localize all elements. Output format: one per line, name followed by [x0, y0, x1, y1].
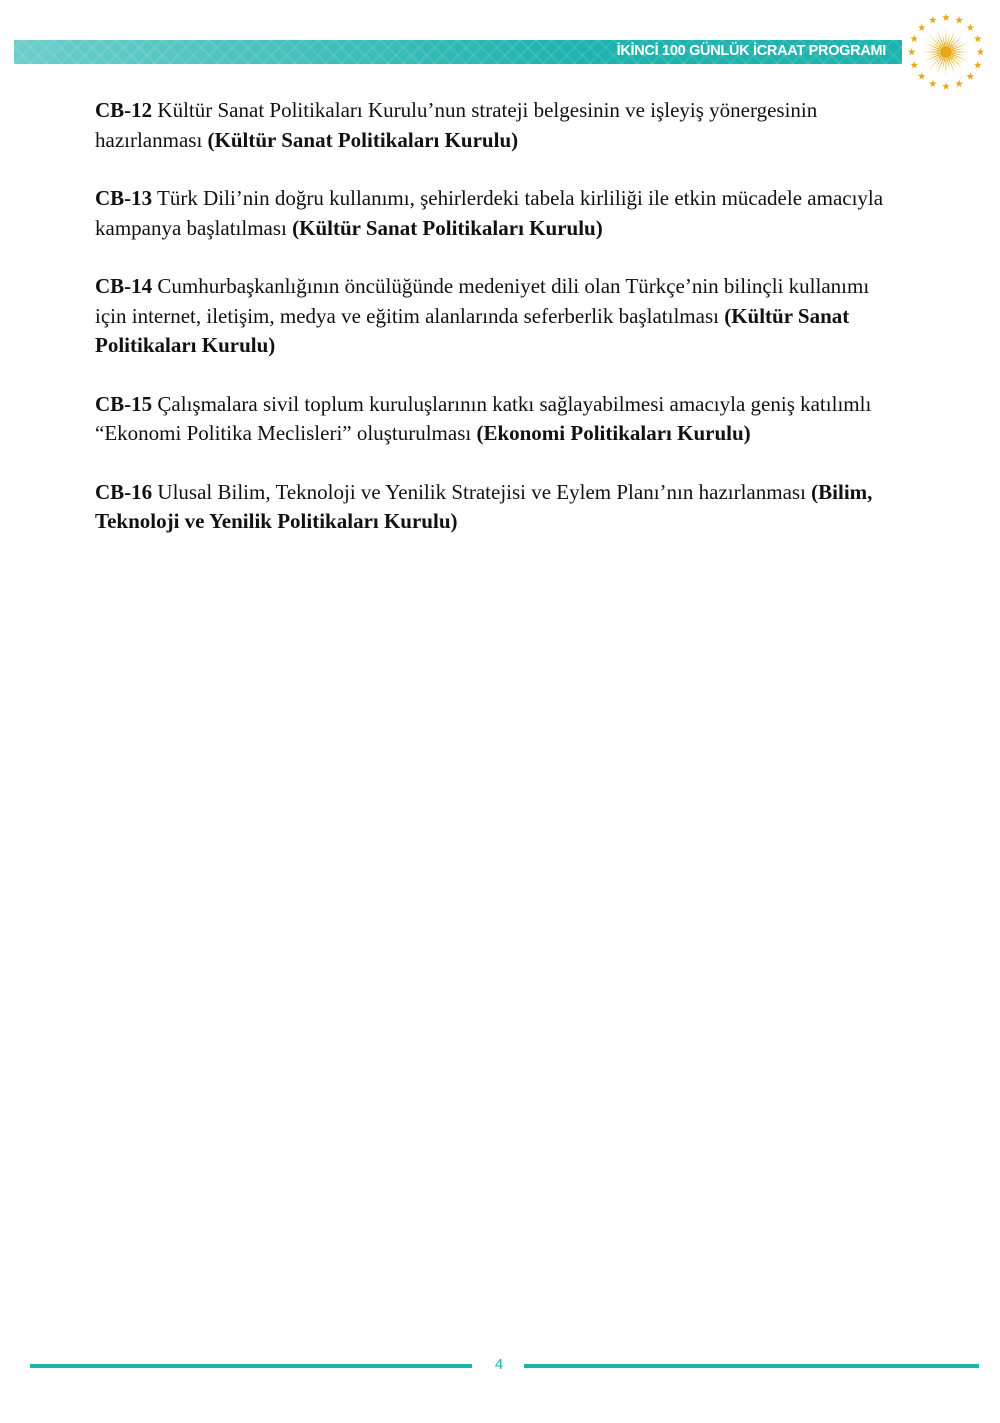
seal-star-icon	[955, 80, 963, 87]
seal-star-icon	[942, 14, 950, 21]
seal-sun-ray-icon	[945, 28, 946, 46]
seal-star-icon	[955, 16, 963, 23]
item-code: CB-15	[95, 391, 153, 416]
header-band	[14, 40, 902, 64]
item-text: Kültür Sanat Politikaları Kurulu’nun strateji belgesinin ve işleyiş yönergesinin hazırlanması	[95, 98, 818, 152]
seal-sun-ray-icon	[945, 58, 946, 76]
item-responsible: (Kültür Sanat Politikaları Kurulu)	[292, 215, 603, 240]
seal-sun-ray-icon	[922, 51, 940, 52]
item-code: CB-14	[95, 274, 153, 298]
item-responsible: (Kültür Sanat Politikaları Kurulu)	[207, 127, 519, 152]
seal-star-icon	[908, 48, 916, 55]
footer-rule-left	[30, 1364, 472, 1368]
item-code: CB-13	[95, 186, 153, 210]
seal-star-icon	[918, 24, 926, 31]
item-responsible: (Ekonomi Politikaları Kurulu)	[476, 421, 751, 445]
seal-star-icon	[910, 35, 918, 42]
item-responsible: (Kültür Sanat Politikaları Kurulu)	[95, 303, 850, 357]
seal-star-icon	[977, 48, 985, 55]
seal-star-icon	[942, 82, 950, 89]
action-item-cb-14	[95, 272, 895, 361]
action-item-cb-16	[95, 478, 895, 537]
action-item-cb-13	[95, 184, 895, 243]
seal-star-icon	[910, 61, 918, 68]
seal-sun-ray-icon	[952, 51, 970, 52]
seal-star-icon	[929, 16, 937, 23]
header-title: İKİNCİ 100 GÜNLÜK İCRAAT PROGRAMI	[616, 43, 886, 59]
footer-rule-right	[524, 1364, 979, 1368]
seal-star-icon	[974, 61, 982, 68]
seal-star-icon	[967, 24, 975, 31]
item-text: Cumhurbaşkanlığının öncülüğünde medeniyet dili olan Türkçe’nin bilinçli kullanımı için internet, iletişim, medya ve eğitim alanlarında seferberlik başlatılması	[95, 274, 870, 328]
item-code: CB-12	[95, 98, 153, 122]
item-text: Çalışmalara sivil toplum kuruluşlarının katkı sağlayabilmesi amacıyla geniş katılımlı “Ekonomi Politika Meclisleri” oluşturulması	[95, 391, 872, 445]
page-number: 4	[494, 1356, 504, 1373]
seal-star-icon	[974, 35, 982, 42]
seal-star-icon	[929, 80, 937, 87]
item-text: Türk Dili’nin doğru kullanımı, şehirlerdeki tabela kirliliği ile etkin mücadele amacıyla kampanya başlatılması	[95, 186, 884, 240]
action-item-list	[95, 96, 895, 566]
item-code: CB-16	[95, 479, 153, 504]
action-item-cb-15	[95, 390, 895, 449]
seal-star-icon	[918, 72, 926, 79]
item-text: Ulusal Bilim, Teknoloji ve Yenilik Stratejisi ve Eylem Planı’nın hazırlanması	[157, 479, 806, 504]
presidential-seal-icon	[906, 12, 986, 92]
item-responsible: (Bilim, Teknoloji ve Yenilik Politikaları Kurulu)	[95, 479, 873, 533]
action-item-cb-12	[95, 96, 895, 155]
seal-star-icon	[967, 72, 975, 79]
